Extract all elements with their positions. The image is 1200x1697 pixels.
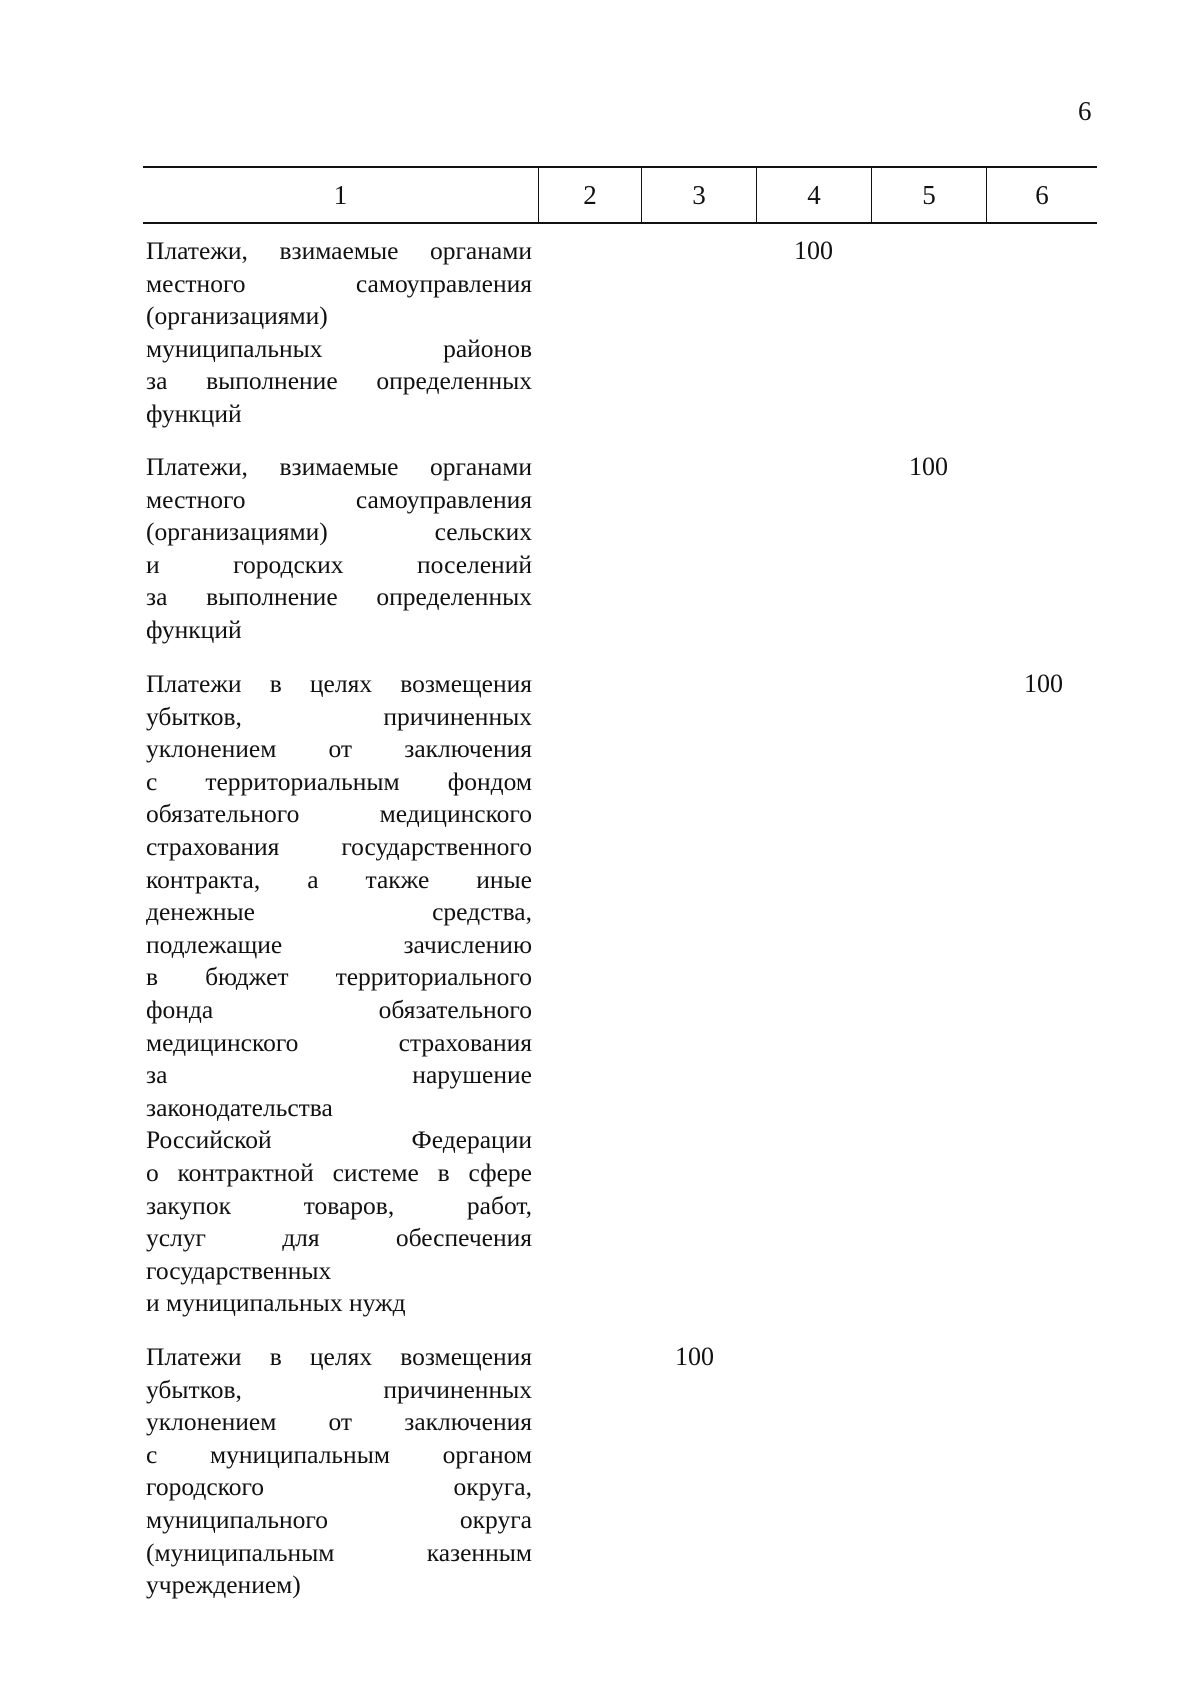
text-line: страхования государственного <box>146 831 532 861</box>
text-line: уклонением от заключения <box>146 734 532 764</box>
text-line: убытков, причиненных <box>146 701 532 731</box>
text-line: и муниципальных нужд <box>146 1288 406 1318</box>
text-line: Платежи, взимаемые органами <box>146 236 532 265</box>
table-row-text <box>146 451 532 647</box>
text-line: законодательства <box>146 1092 333 1122</box>
text-line: Российской Федерации <box>146 1125 532 1155</box>
text-line: закупок товаров, работ, <box>146 1190 532 1220</box>
table-row-text <box>146 1341 532 1602</box>
text-line: функций <box>146 398 242 428</box>
text-line: о контрактной системе в сфере <box>146 1157 532 1187</box>
text-line: за выполнение определенных <box>146 582 532 612</box>
table-row-text <box>146 668 532 1320</box>
text-line: за нарушение <box>146 1060 532 1090</box>
page-number: 6 <box>1078 96 1092 126</box>
header-cell-5: 5 <box>871 168 986 222</box>
row-value: 100 <box>1024 669 1063 698</box>
header-cell-2: 2 <box>538 168 641 222</box>
text-line: местного самоуправления <box>146 484 532 514</box>
header-cell-4: 4 <box>756 168 871 222</box>
text-line: государственных <box>146 1255 332 1285</box>
text-line: и городских поселений <box>146 549 532 579</box>
text-line: денежные средства, <box>146 897 532 927</box>
text-line: муниципального округа <box>146 1504 532 1534</box>
row-value: 100 <box>675 1342 714 1371</box>
text-line: медицинского страхования <box>146 1027 532 1057</box>
text-line: местного самоуправления <box>146 268 532 298</box>
text-line: уклонением от заключения <box>146 1407 532 1437</box>
header-cell-3: 3 <box>641 168 756 222</box>
text-line: городского округа, <box>146 1472 532 1502</box>
header-cell-1: 1 <box>333 179 348 210</box>
text-line: услуг для обеспечения <box>146 1223 532 1253</box>
text-line: муниципальных районов <box>146 333 532 363</box>
header-cell-6: 6 <box>986 168 1097 222</box>
text-line: (организациями) <box>146 301 328 331</box>
table-header <box>143 166 1097 224</box>
text-line: контракта, а также иные <box>146 864 532 894</box>
table-row-text <box>146 235 532 431</box>
text-line: (муниципальным казенным <box>146 1537 532 1567</box>
row-value: 100 <box>909 452 948 481</box>
text-line: Платежи, взимаемые органами <box>146 452 532 481</box>
text-line: с муниципальным органом <box>146 1439 532 1469</box>
text-line: функций <box>146 614 242 644</box>
text-line: фонда обязательного <box>146 994 532 1024</box>
text-line: с территориальным фондом <box>146 766 532 796</box>
text-line: убытков, причиненных <box>146 1374 532 1404</box>
text-line: Платежи в целях возмещения <box>146 669 532 698</box>
text-line: (организациями) сельских <box>146 517 532 547</box>
text-line: учреждением) <box>146 1570 301 1600</box>
text-line: обязательного медицинского <box>146 799 532 829</box>
text-line: за выполнение определенных <box>146 366 532 396</box>
row-value: 100 <box>794 236 833 265</box>
text-line: в бюджет территориального <box>146 962 532 992</box>
text-line: Платежи в целях возмещения <box>146 1342 532 1371</box>
text-line: подлежащие зачислению <box>146 929 532 959</box>
